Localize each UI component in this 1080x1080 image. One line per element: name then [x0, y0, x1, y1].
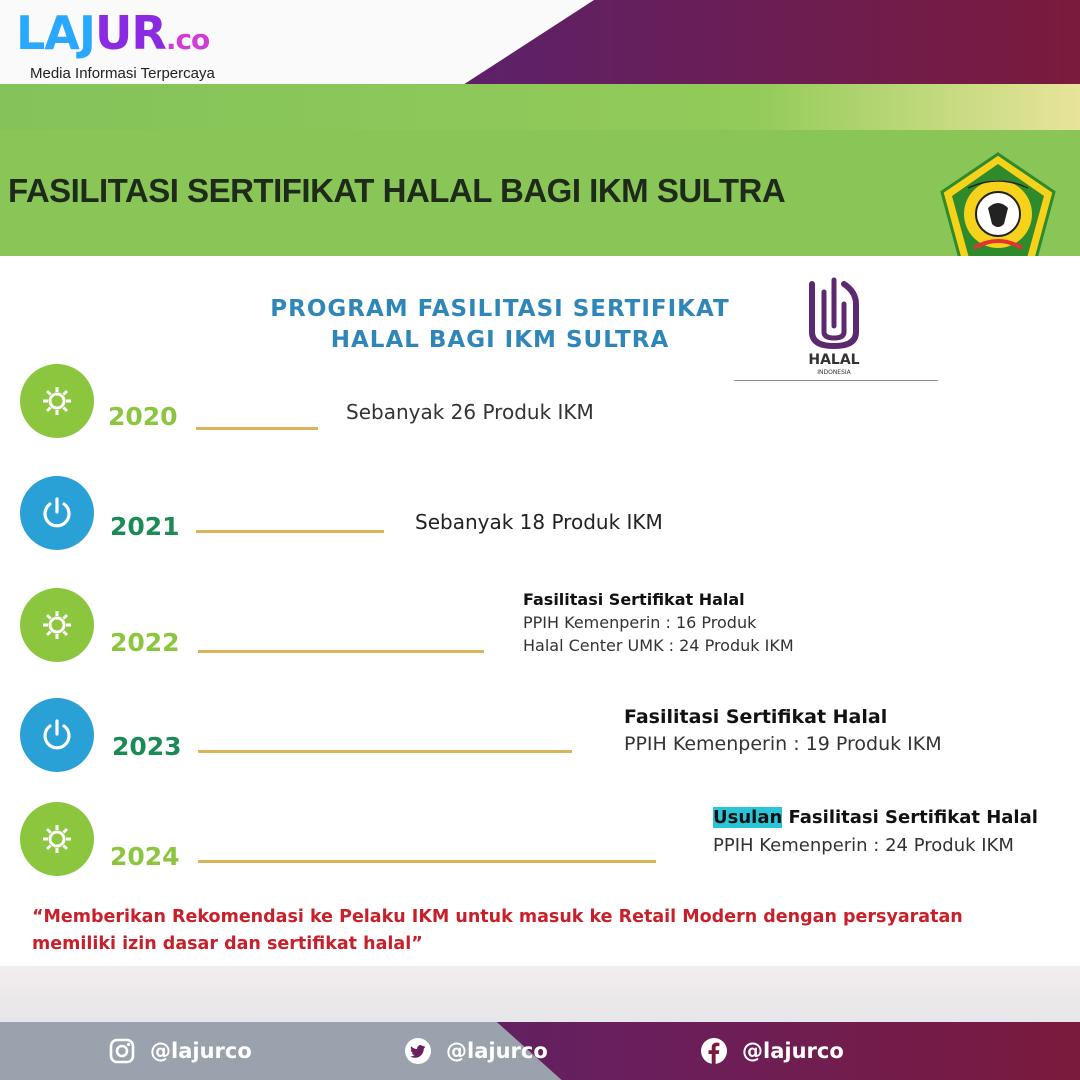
- timeline-rule: [198, 750, 572, 753]
- twitter-icon: [404, 1037, 432, 1065]
- timeline-year: 2021: [110, 512, 180, 541]
- logo-wordmark: LAJUR.co: [16, 6, 210, 60]
- site-header: [0, 0, 1080, 84]
- program-title: PROGRAM FASILITASI SERTIFIKAT HALAL BAGI IKM SULTRA: [270, 296, 730, 353]
- timeline-2024-gear-icon: [20, 802, 94, 876]
- facebook-icon: [700, 1037, 728, 1065]
- svg-text:HALAL: HALAL: [808, 352, 860, 368]
- highlight-label: Usulan: [713, 807, 783, 828]
- timeline-desc: Fasilitasi Sertifikat Halal PPIH Kemenperin : 16 Produk Halal Center UMK : 24 Produk IKM: [523, 590, 794, 655]
- timeline-desc: Usulan Fasilitasi Sertifikat Halal PPIH Kemenperin : 24 Produk IKM: [713, 807, 1038, 856]
- timeline-rule: [198, 650, 484, 653]
- timeline-rule: [198, 860, 656, 863]
- image-fade: [0, 966, 1080, 1022]
- svg-text:INDONESIA: INDONESIA: [817, 369, 851, 376]
- timeline-rule: [196, 427, 318, 430]
- instagram-icon: [108, 1037, 136, 1065]
- timeline-year: 2023: [112, 732, 182, 761]
- timeline-year: 2020: [108, 402, 178, 431]
- timeline-desc: Sebanyak 26 Produk IKM: [346, 400, 594, 424]
- logo-tagline: Media Informasi Terpercaya: [30, 65, 215, 82]
- lajur-logo[interactable]: [16, 6, 215, 82]
- timeline-rule: [196, 530, 384, 533]
- timeline-2021-power-icon: [20, 476, 94, 550]
- recommendation-quote: “Memberikan Rekomendasi ke Pelaku IKM untuk masuk ke Retail Modern dengan persyaratan memiliki izin dasar dan sertifikat halal”: [32, 907, 963, 954]
- social-footer: [0, 1022, 1080, 1080]
- halal-indonesia-logo-icon: [798, 274, 870, 378]
- instagram-link[interactable]: @lajurco: [108, 1036, 252, 1066]
- timeline-2023-power-icon: [20, 698, 94, 772]
- timeline-year: 2022: [110, 628, 180, 657]
- timeline-2020-gear-icon: [20, 364, 94, 438]
- timeline-desc: Sebanyak 18 Produk IKM: [415, 510, 663, 534]
- timeline-2022-gear-icon: [20, 588, 94, 662]
- page-title: FASILITASI SERTIFIKAT HALAL BAGI IKM SULTRA: [8, 172, 786, 209]
- facebook-link[interactable]: @lajurco: [700, 1036, 844, 1066]
- content-area: [0, 256, 1080, 966]
- timeline-year: 2024: [110, 842, 180, 871]
- twitter-link[interactable]: @lajurco: [404, 1036, 548, 1066]
- title-band: [0, 84, 1080, 256]
- divider: [734, 380, 938, 381]
- timeline-desc: Fasilitasi Sertifikat Halal PPIH Kemenperin : 19 Produk IKM: [624, 706, 942, 755]
